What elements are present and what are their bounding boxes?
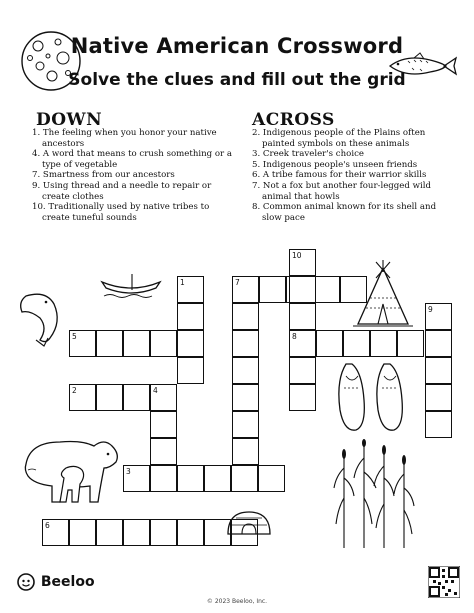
grid-cell[interactable] xyxy=(123,465,150,492)
grid-cell[interactable] xyxy=(289,357,316,384)
grid-cell[interactable] xyxy=(177,519,204,546)
grid-cell[interactable] xyxy=(150,465,177,492)
bear-icon xyxy=(20,432,124,510)
grid-cell[interactable] xyxy=(316,330,343,357)
canoe-icon xyxy=(98,272,164,302)
clue-number: 2 xyxy=(72,386,77,395)
page-subtitle: Solve the clues and fill out the grid xyxy=(68,70,406,90)
grid-cell[interactable] xyxy=(177,465,204,492)
grid-cell[interactable] xyxy=(232,330,259,357)
grid-cell[interactable] xyxy=(69,519,96,546)
grid-cell[interactable] xyxy=(150,384,177,411)
across-clue: 7. Not a fox but another four-legged wild animal that howls xyxy=(252,180,431,202)
grid-cell[interactable] xyxy=(177,276,204,303)
grid-cell[interactable] xyxy=(259,276,286,303)
grid-cell[interactable] xyxy=(289,384,316,411)
grid-cell[interactable] xyxy=(232,438,259,465)
down-clue: 7. Smartness from our ancestors xyxy=(32,170,175,181)
beeloo-logo[interactable] xyxy=(16,572,95,592)
grid-cell[interactable] xyxy=(96,384,123,411)
clue-number: 5 xyxy=(72,332,77,341)
brand-name: Beeloo xyxy=(40,574,95,590)
beeloo-logo-icon xyxy=(16,572,36,592)
down-clue: 9. Using thread and a needle to repair or create clothes xyxy=(32,180,212,202)
grid-cell[interactable] xyxy=(425,384,452,411)
clue-number: 1 xyxy=(180,278,185,287)
clue-number: 4 xyxy=(153,386,158,395)
igloo-icon xyxy=(224,508,274,536)
grid-cell[interactable] xyxy=(425,303,452,330)
grid-cell[interactable] xyxy=(313,276,340,303)
clue-number: 3 xyxy=(126,467,131,476)
grid-cell[interactable] xyxy=(397,330,424,357)
grid-cell[interactable] xyxy=(69,384,96,411)
clue-number: 7 xyxy=(235,278,240,287)
grid-cell[interactable] xyxy=(123,384,150,411)
grid-cell[interactable] xyxy=(69,330,96,357)
grid-cell[interactable] xyxy=(150,411,177,438)
clue-number: 6 xyxy=(45,521,50,530)
grid-cell[interactable] xyxy=(150,519,177,546)
grid-cell[interactable] xyxy=(96,330,123,357)
grid-cell[interactable] xyxy=(177,303,204,330)
across-clue: 3. Creek traveler's choice xyxy=(252,149,364,160)
across-clue: 5. Indigenous people's unseen friends xyxy=(252,159,418,170)
down-heading: DOWN xyxy=(36,110,103,130)
grid-cell[interactable] xyxy=(123,330,150,357)
across-heading: ACROSS xyxy=(252,110,335,130)
grid-cell[interactable] xyxy=(177,330,204,357)
grid-cell[interactable] xyxy=(150,330,177,357)
grid-cell[interactable] xyxy=(425,411,452,438)
grid-cell[interactable] xyxy=(42,519,69,546)
down-clue: 4. A word that means to crush something or a type of vegetable xyxy=(32,149,233,170)
grid-cell[interactable] xyxy=(231,465,258,492)
grid-cell[interactable] xyxy=(123,519,150,546)
grid-cell[interactable] xyxy=(96,519,123,546)
grid-cell[interactable] xyxy=(232,357,259,384)
grid-cell[interactable] xyxy=(289,276,316,303)
grid-cell[interactable] xyxy=(289,303,316,330)
qr-code-icon[interactable] xyxy=(428,566,460,598)
beluga-icon xyxy=(16,288,66,348)
down-clue: 10. Traditionally used by native tribes to create tuneful sounds xyxy=(32,202,210,223)
grid-cell[interactable] xyxy=(289,330,316,357)
grid-cell[interactable] xyxy=(425,357,452,384)
corn-icon xyxy=(330,438,418,550)
grid-cell[interactable] xyxy=(425,330,452,357)
grid-cell[interactable] xyxy=(232,384,259,411)
across-clue: 8. Common animal known for its shell and slow pace xyxy=(252,202,437,223)
grid-cell[interactable] xyxy=(343,330,370,357)
grid-cell[interactable] xyxy=(177,357,204,384)
tepee-icon xyxy=(352,258,414,330)
down-clue: 1. The feeling when you honor your native ancestors xyxy=(32,128,217,149)
page-title: Native American Crossword xyxy=(70,34,404,58)
grid-cell[interactable] xyxy=(232,303,259,330)
grid-cell[interactable] xyxy=(370,330,397,357)
grid-cell[interactable] xyxy=(232,411,259,438)
across-clue: 2. Indigenous people of the Plains often painted symbols on these animals xyxy=(252,128,426,149)
grid-cell[interactable] xyxy=(204,465,231,492)
across-clue: 6. A tribe famous for their warrior skills xyxy=(252,170,427,181)
grid-cell[interactable] xyxy=(150,438,177,465)
grid-cell[interactable] xyxy=(232,276,259,303)
clue-number: 9 xyxy=(428,305,433,314)
moccasins-icon xyxy=(332,360,416,436)
copyright: © 2023 Beeloo, Inc. xyxy=(206,598,268,605)
clue-number: 8 xyxy=(292,332,297,341)
grid-cell[interactable] xyxy=(258,465,285,492)
clue-number: 10 xyxy=(292,251,302,260)
grid-cell[interactable] xyxy=(289,249,316,276)
